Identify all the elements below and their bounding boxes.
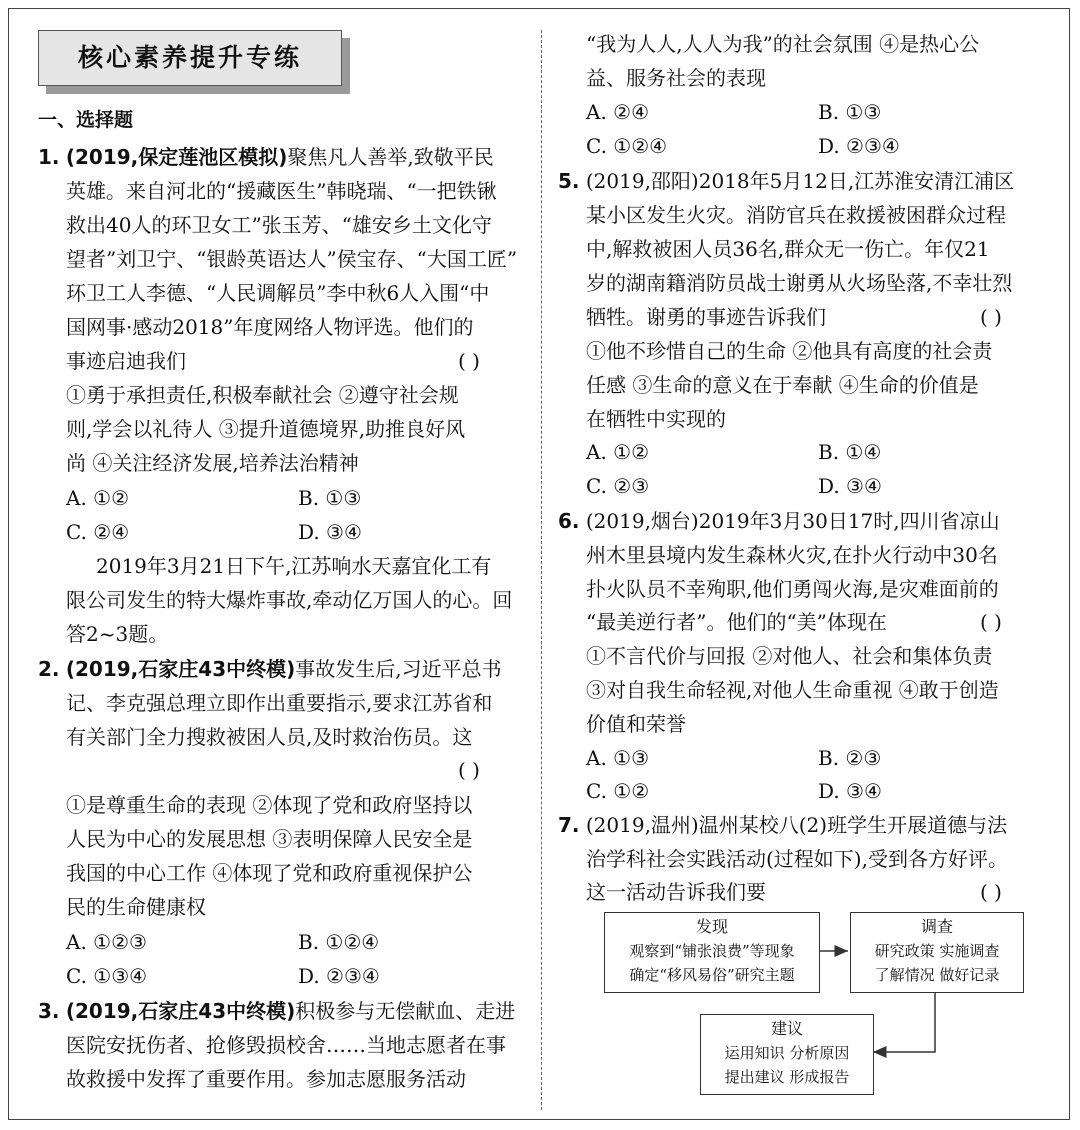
q5-source: (2019,邵阳) [585, 169, 699, 193]
q5-option-line1: ①他不珍惜自己的生命 ②他具有高度的社会责 [586, 339, 993, 363]
q1-choice-b: B. ①③ [298, 486, 362, 510]
q1-choice-d: D. ③④ [298, 520, 362, 544]
q6-line1: 2019年3月30日17时,四川省凉山 [698, 509, 1000, 533]
q1-option-line2: 则,学会以礼待人 ③提升道德境界,助推良好风 [66, 417, 466, 441]
flow-box-discover [604, 912, 820, 993]
q2-choice-a: A. ①②③ [66, 930, 147, 954]
q7-line1: 温州某校八(2)班学生开展道德与法 [698, 813, 1008, 837]
q1-choice-c: C. ②④ [66, 520, 130, 544]
q6-answer-paren: ( ) [980, 610, 1002, 634]
q1-line2: 英雄。来自河北的“援藏医生”韩晓瑞、“一把铁锹 [66, 179, 497, 203]
flow-investigate-title: 调查 [920, 917, 953, 936]
q6-choice-c: C. ①② [586, 779, 650, 803]
q3-source: (2019,石家庄43中终模) [65, 999, 296, 1023]
q1-option-line3: 尚 ④关注经济发展,培养法治精神 [66, 451, 359, 475]
q4-cont-line2: 益、服务社会的表现 [586, 66, 766, 90]
q1-number: 1. [38, 145, 60, 169]
q4-choice-c: C. ①②④ [586, 134, 668, 158]
flow-suggest-line2: 提出建议 形成报告 [724, 1068, 850, 1086]
q5-line1: 2018年5月12日,江苏淮安清江浦区 [698, 169, 1015, 193]
q3-line3: 故救援中发挥了重要作用。参加志愿服务活动 [66, 1067, 466, 1091]
flow-suggest-title: 建议 [770, 1019, 803, 1038]
q2-option-line2: 人民为中心的发展思想 ③表明保障人民安全是 [66, 827, 473, 851]
q2-option-line3: 我国的中心工作 ④体现了党和政府重视保护公 [66, 861, 473, 885]
q5-choice-b: B. ①④ [818, 440, 882, 464]
flow-discover-title: 发现 [695, 917, 728, 936]
q5-line4: 岁的湖南籍消防员战士谢勇从火场坠落,不幸壮烈 [586, 271, 1013, 295]
q6-option-line3: 价值和荣誉 [586, 712, 686, 736]
q1-choice-a: A. ①② [66, 486, 130, 510]
q5-line3: 中,解救被困人员36名,群众无一伤亡。年仅21 [586, 237, 990, 261]
q5-answer-paren: ( ) [980, 305, 1002, 329]
q6-line2: 州木里县境内发生森林火灾,在扑火行动中30名 [586, 543, 998, 567]
q4-choice-d: D. ②③④ [818, 134, 900, 158]
q3-line2: 医院安抚伤者、抢修毁损校舍……当地志愿者在事 [66, 1033, 506, 1057]
q6-option-line2: ③对自我生命轻视,对他人生命重视 ④敢于创造 [586, 678, 999, 702]
flow-investigate-line2: 了解情况 做好记录 [874, 966, 1000, 984]
q2-answer-paren: ( ) [458, 758, 480, 782]
page-title: 核心素养提升专练 [77, 43, 302, 72]
q6-option-line1: ①不言代价与回报 ②对他人、社会和集体负责 [586, 644, 993, 668]
q1-line1: 聚焦凡人善举,致敬平民 [287, 145, 494, 169]
q5-line2: 某小区发生火灾。消防官兵在救援被困群众过程 [586, 203, 1006, 227]
q5-choice-d: D. ③④ [818, 474, 882, 498]
q6-choice-b: B. ②③ [818, 746, 882, 770]
q5-line5: 牺牲。谢勇的事迹告诉我们 [586, 305, 826, 329]
q3-number: 3. [38, 999, 60, 1023]
q7-number: 7. [558, 813, 580, 837]
q2-choice-c: C. ①③④ [66, 964, 148, 988]
q7-line3: 这一活动告诉我们要 [586, 880, 766, 904]
q2-line1: 事故发生后,习近平总书 [295, 657, 502, 681]
q6-choice-a: A. ①③ [586, 746, 650, 770]
q5-option-line3: 在牺牲中实现的 [586, 407, 726, 431]
flow-box-investigate [850, 912, 1024, 993]
q2-line3: 有关部门全力搜救被困人员,及时救治伤员。这 [66, 725, 473, 749]
q5-option-line2: 任感 ③生命的意义在于奉献 ④生命的价值是 [586, 373, 979, 397]
q1-answer-paren: ( ) [458, 349, 480, 373]
intro-line2: 限公司发生的特大爆炸事故,牵动亿万国人的心。回 [66, 588, 513, 612]
q6-line3: 扑火队员不幸殉职,他们勇闯火海,是灾难面前的 [586, 577, 999, 601]
q6-source: (2019,烟台) [585, 509, 699, 533]
q2-option-line1: ①是尊重生命的表现 ②体现了党和政府坚持以 [66, 793, 473, 817]
q4-choice-a: A. ②④ [586, 100, 650, 124]
q2-number: 2. [38, 657, 60, 681]
q3-line1: 积极参与无偿献血、走进 [295, 999, 516, 1023]
flow-suggest-line1: 运用知识 分析原因 [724, 1044, 850, 1062]
q5-choice-c: C. ②③ [586, 474, 650, 498]
q1-line7: 事迹启迪我们 [66, 349, 186, 373]
intro-line3: 答2~3题。 [66, 622, 169, 646]
flow-investigate-line1: 研究政策 实施调查 [874, 942, 1000, 960]
q1-line6: 国网事·感动2018”年度网络人物评选。他们的 [66, 315, 474, 339]
q1-option-line1: ①勇于承担责任,积极奉献社会 ②遵守社会规 [66, 383, 459, 407]
q1-source: (2019,保定莲池区模拟) [65, 145, 288, 169]
intro-line1: 2019年3月21日下午,江苏响水天嘉宜化工有 [96, 554, 492, 578]
q6-line4: “最美逆行者”。他们的“美”体现在 [586, 610, 887, 634]
q1-line3: 救出40人的环卫女工”张玉芳、“雄安乡土文化守 [66, 213, 492, 237]
q1-line5: 环卫工人李德、“人民调解员”李中秋6人入围“中 [66, 281, 490, 305]
flow-discover-line1: 观察到“铺张浪费”等现象 [629, 942, 795, 960]
flow-discover-line2: 确定“移风易俗”研究主题 [629, 966, 795, 984]
q5-number: 5. [558, 169, 580, 193]
flow-box-suggest [700, 1014, 874, 1095]
q2-choice-d: D. ②③④ [298, 964, 380, 988]
q2-option-line4: 民的生命健康权 [66, 895, 206, 919]
q5-choice-a: A. ①② [586, 440, 650, 464]
q7-answer-paren: ( ) [980, 880, 1002, 904]
section-heading: 一、选择题 [38, 109, 134, 131]
q6-number: 6. [558, 509, 580, 533]
q2-choice-b: B. ①②④ [298, 930, 380, 954]
q2-line2: 记、李克强总理立即作出重要指示,要求江苏省和 [66, 691, 493, 715]
q4-cont-line1: “我为人人,人人为我”的社会氛围 ④是热心公 [586, 32, 980, 56]
q6-choice-d: D. ③④ [818, 779, 882, 803]
q4-choice-b: B. ①③ [818, 100, 882, 124]
q7-source: (2019,温州) [585, 813, 699, 837]
q7-line2: 治学科社会实践活动(过程如下),受到各方好评。 [586, 847, 1008, 871]
q2-source: (2019,石家庄43中终模) [65, 657, 296, 681]
q1-line4: 望者”刘卫宁、“银龄英语达人”侯宝存、“大国工匠” [66, 247, 518, 271]
